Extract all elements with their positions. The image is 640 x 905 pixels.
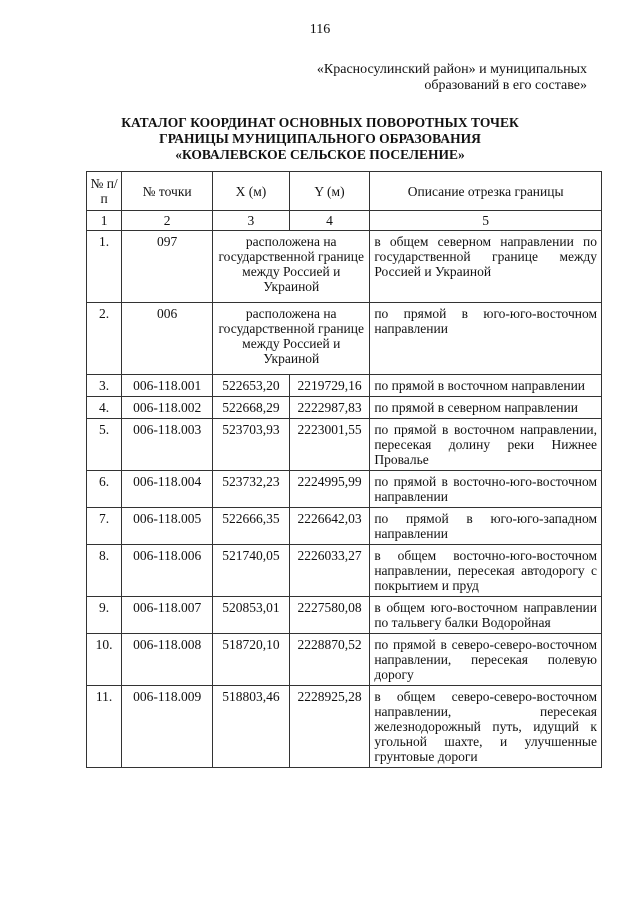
row-point: 006-118.002 [122,397,213,419]
row-desc: в общем северном направлении по государственной границе между Россией и Украиной [370,231,602,303]
page-number: 116 [309,22,331,37]
document-title [0,115,640,163]
row-x: 523732,23 [213,471,290,508]
row-x: 520853,01 [213,597,290,634]
header-note-line: образований в его составе» [424,78,587,93]
row-y: 2228925,28 [289,686,370,768]
table-header-row [87,172,602,211]
column-number: 1 [87,211,122,231]
row-coord-note: расположена на государственной границе между Россией и Украиной [213,303,370,375]
row-point: 006 [122,303,213,375]
row-n: 5. [87,419,122,471]
row-y: 2226642,03 [289,508,370,545]
row-x: 522653,20 [213,375,290,397]
title-line: «КОВАЛЕВСКОЕ СЕЛЬСКОЕ ПОСЕЛЕНИЕ» [175,147,465,162]
row-point: 006-118.007 [122,597,213,634]
row-desc: по прямой в северо-северо-восточном направлении, пересекая полевую дорогу [370,634,602,686]
row-point: 006-118.004 [122,471,213,508]
row-desc: в общем северо-северо-восточном направлении, пересекая железнодорожный путь, идущий к угольной шахте, и улучшенные грунтовые дороги [370,686,602,768]
row-x: 518803,46 [213,686,290,768]
table-row [87,634,602,686]
row-n: 8. [87,545,122,597]
row-x: 523703,93 [213,419,290,471]
row-y: 2228870,52 [289,634,370,686]
column-number: 5 [370,211,602,231]
column-number: 2 [122,211,213,231]
row-x: 521740,05 [213,545,290,597]
row-n: 7. [87,508,122,545]
table-row [87,597,602,634]
row-point: 097 [122,231,213,303]
row-y: 2226033,27 [289,545,370,597]
row-x: 522668,29 [213,397,290,419]
row-y: 2227580,08 [289,597,370,634]
column-number: 4 [289,211,370,231]
table-row [87,419,602,471]
row-n: 4. [87,397,122,419]
row-point: 006-118.005 [122,508,213,545]
header-desc: Описание отрезка границы [370,172,602,211]
row-point: 006-118.009 [122,686,213,768]
table-row [87,471,602,508]
row-desc: в общем юго-восточном направлении по тальвегу балки Водоройная [370,597,602,634]
row-y: 2224995,99 [289,471,370,508]
row-desc: по прямой в северном направлении [370,397,602,419]
table-row [87,686,602,768]
header-note [267,62,587,94]
table-row [87,508,602,545]
table-row [87,397,602,419]
title-line: КАТАЛОГ КООРДИНАТ ОСНОВНЫХ ПОВОРОТНЫХ ТОЧЕК [121,115,519,130]
column-number-row [87,211,602,231]
header-n: № п/п [87,172,122,211]
row-x: 522666,35 [213,508,290,545]
column-number: 3 [213,211,290,231]
row-x: 518720,10 [213,634,290,686]
row-y: 2219729,16 [289,375,370,397]
row-desc: по прямой в восточном направлении [370,375,602,397]
header-y: Y (м) [289,172,370,211]
row-desc: по прямой в юго-юго-западном направлении [370,508,602,545]
row-n: 10. [87,634,122,686]
table-row [87,303,602,375]
title-line: ГРАНИЦЫ МУНИЦИПАЛЬНОГО ОБРАЗОВАНИЯ [159,131,481,146]
row-y: 2223001,55 [289,419,370,471]
row-desc: по прямой в юго-юго-восточном направлении [370,303,602,375]
row-point: 006-118.008 [122,634,213,686]
table-row [87,231,602,303]
table-row [87,375,602,397]
row-desc: в общем восточно-юго-восточном направлении, пересекая автодорогу с покрытием и пруд [370,545,602,597]
row-n: 9. [87,597,122,634]
table-row [87,545,602,597]
row-n: 11. [87,686,122,768]
row-n: 3. [87,375,122,397]
row-desc: по прямой в восточно-юго-восточном направлении [370,471,602,508]
row-n: 6. [87,471,122,508]
row-point: 006-118.001 [122,375,213,397]
coordinates-table [86,171,602,768]
row-coord-note: расположена на государственной границе между Россией и Украиной [213,231,370,303]
row-y: 2222987,83 [289,397,370,419]
header-x: X (м) [213,172,290,211]
row-desc: по прямой в восточном направлении, пересекая долину реки Нижнее Провалье [370,419,602,471]
header-point: № точки [122,172,213,211]
row-n: 1. [87,231,122,303]
row-n: 2. [87,303,122,375]
row-point: 006-118.006 [122,545,213,597]
header-note-line: «Красносулинский район» и муниципальных [316,62,587,77]
row-point: 006-118.003 [122,419,213,471]
